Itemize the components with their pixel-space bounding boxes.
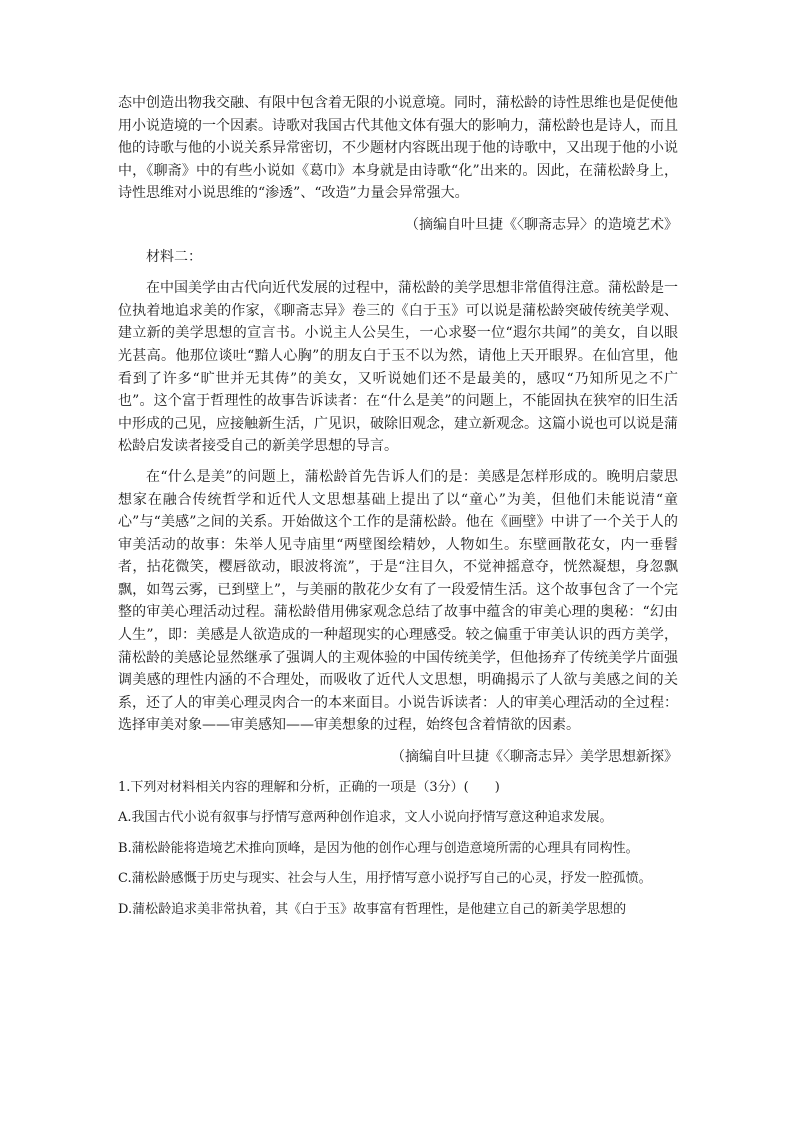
question-1-stem: 1.下列对材料相关内容的理解和分析，正确的一项是（3分）( ) xyxy=(118,779,500,795)
material-two-paragraph-2: 在“什么是美”的问题上，蒲松龄首先告诉人们的是：美感是怎样形成的。晚明启蒙思想家在融合传统哲学和近代人文思想基础上提出了以“童心”为美，但他们未能说清“童心”与“美感”之间的关系。开始做这个工作的是蒲松龄。他在《画壁》中讲了一个关于人的审美活动的故事：朱举人见寺庙里“两壁图绘精妙，人物如生。东壁画散花女，内一垂髫者，拈花微笑，樱唇欲动，眼波将流”，于是“注目久，不觉神摇意夺，恍然凝想，身忽飘飘，如驾云雾，已到壁上”，与美丽的散花少女有了一段爱情生活。这个故事包含了一个完整的审美心理活动过程。蒲松龄借用佛家观念总结了故事中蕴含的审美心理的奥秘：“幻由人生”，即：美感是人欲造成的一种超现实的心理感受。较之偏重于审美认识的西方美学，蒲松龄的美感论显然继承了强调人的主观体验的中国传统美学，但他扬弃了传统美学片面强调美感的理性内涵的不合理处，而吸收了近代人文思想，明确揭示了人欲与美感之间的关系，还了人的审美心理灵肉合一的本来面目。小说告诉读者：人的审美心理活动的全过程：选择审美对象——审美感知——审美想象的过程，始终包含着情欲的因素。 xyxy=(118,468,678,734)
question-1-option-d: D.蒲松龄追求美非常执着，其《白于玉》故事富有哲理性，是他建立自己的新美学思想的 xyxy=(118,902,627,917)
material-two-paragraph-1: 在中国美学由古代向近代发展的过程中，蒲松龄的美学思想非常值得注意。蒲松龄是一位执着地追求美的作家，《聊斋志异》卷三的《白于玉》可以说是蒲松龄突破传统美学观、建立新的美学思想的宣言书。小说主人公吴生，一心求娶一位“遐尔共闻”的美女，自以眼光甚高。他那位谈吐“黯人心胸”的朋友白于玉不以为然，请他上天开眼界。在仙宫里，他看到了许多“旷世并无其俦”的美女，又听说她们还不是最美的，感叹“乃知所见之不广也”。这个富于哲理性的故事告诉读者：在“什么是美”的问题上，不能固执在狭窄的旧生活中形成的己见，应接触新生活，广见识，破除旧观念，建立新观念。这篇小说也可以说是蒲松龄启发读者接受自己的新美学思想的导言。 xyxy=(118,280,678,455)
document-page xyxy=(118,92,678,922)
material-one-source: （摘编自叶旦捷《〈聊斋志异〉的造境艺术》 xyxy=(405,216,678,233)
question-1-option-a: A.我国古代小说有叙事与抒情写意两种创作追求，文人小说向抒情写意这种追求发展。 xyxy=(118,810,613,826)
material-two-source: （摘编自叶旦捷《〈聊斋志异〉美学思想新探》 xyxy=(391,749,678,766)
material-two-heading: 材料二： xyxy=(146,248,202,265)
question-1-option-b: B.蒲松龄能将造境艺术推向顶峰，是因为他的创作心理与创造意境所需的心理具有同构性。 xyxy=(118,840,639,856)
material-one-continuation: 态中创造出物我交融、有限中包含着无限的小说意境。同时，蒲松龄的诗性思维也是促使他用小说造境的一个因素。诗歌对我国古代其他文体有强大的影响力，蒲松龄也是诗人，而且他的诗歌与他的小说关系异常密切，不少题材内容既出现于他的诗歌中，又出现于他的小说中，《聊斋》中的有些小说如《葛巾》本身就是由诗歌“化”出来的。因此，在蒲松龄身上，诗性思维对小说思维的“渗透”、“改造”力量会异常强大。 xyxy=(118,95,678,202)
question-1-option-c: C.蒲松龄感慨于历史与现实、社会与人生，用抒情写意小说抒写自己的心灵，抒发一腔孤愤。 xyxy=(118,871,652,887)
